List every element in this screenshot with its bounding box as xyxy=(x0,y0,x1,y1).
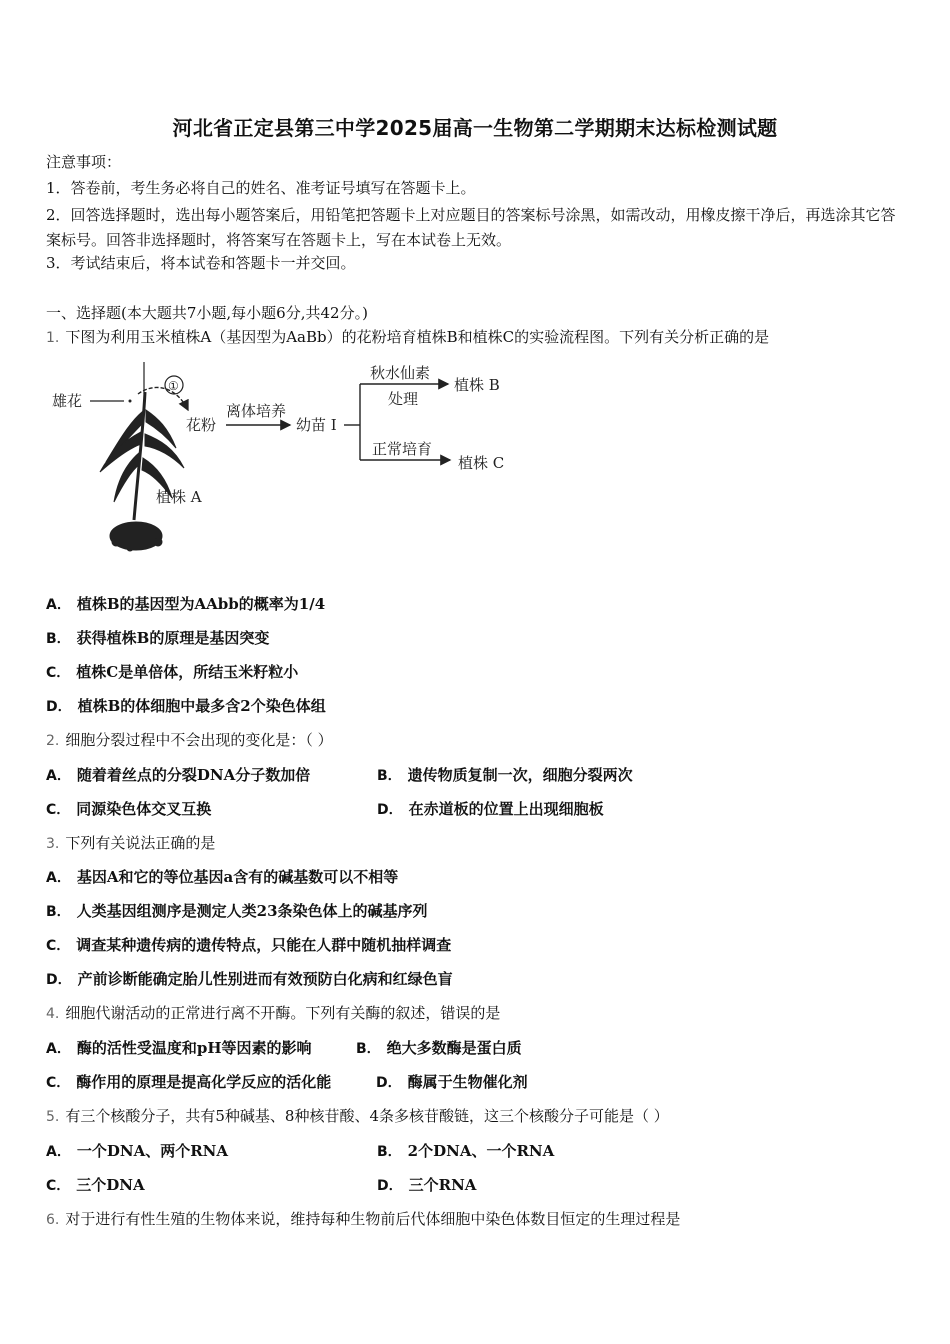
plant-a-label: 植株 A xyxy=(156,488,202,506)
question-text: 下图为利用玉米植株A（基因型为AaBb）的花粉培育植株B和植株C的实验流程图。下列有关分析正确的是 xyxy=(65,328,770,346)
q5-option-a: A． 一个DNA、两个RNA xyxy=(46,1142,229,1160)
q2-option-d: D． 在赤道板的位置上出现细胞板 xyxy=(377,800,604,818)
notice-item-2: 2．回答选择题时，选出每小题答案后，用铅笔把答题卡上对应题目的答案标号涂黑，如需改动，用橡皮擦干净后，再选涂其它答案标号。回答非选择题时，将答案写在答题卡上，写在本试卷上无效。 xyxy=(46,206,896,249)
plant-b-label: 植株 B xyxy=(454,376,500,394)
colchicine-label: 秋水仙素 xyxy=(370,364,431,382)
q2-option-a: A． 随着着丝点的分裂DNA分子数加倍 xyxy=(46,766,311,784)
question-3: 3. 下列有关说法正确的是 xyxy=(46,834,216,852)
q4-option-b: B． 绝大多数酶是蛋白质 xyxy=(356,1039,522,1057)
culture-label: 离体培养 xyxy=(226,402,287,420)
step-label: ① xyxy=(168,379,179,393)
question-6: 6. 对于进行有性生殖的生物体来说，维持每种生物前后代体细胞中染色体数目恒定的生理过程是 xyxy=(46,1210,681,1228)
q3-option-a: A． 基因A和它的等位基因a含有的碱基数可以不相等 xyxy=(46,868,399,886)
question-number: 1. xyxy=(46,330,60,346)
q4-option-c: C． 酶作用的原理是提高化学反应的活化能 xyxy=(46,1073,332,1091)
q3-option-b: B． 人类基因组测序是测定人类23条染色体上的碱基序列 xyxy=(46,902,428,920)
flowchart-figure xyxy=(46,352,526,558)
q4-option-a: A． 酶的活性受温度和pH等因素的影响 xyxy=(46,1039,312,1057)
question-2: 2. 细胞分裂过程中不会出现的变化是：（ ） xyxy=(46,731,333,749)
q2-option-c: C． 同源染色体交叉互换 xyxy=(46,800,212,818)
q1-option-b: B． 获得植株B的原理是基因突变 xyxy=(46,629,270,647)
q3-option-c: C． 调查某种遗传病的遗传特点，只能在人群中随机抽样调查 xyxy=(46,936,452,954)
q2-option-b: B． 遗传物质复制一次，细胞分裂两次 xyxy=(377,766,633,784)
q3-option-d: D． 产前诊断能确定胎儿性别进而有效预防白化病和红绿色盲 xyxy=(46,970,453,988)
question-4: 4. 细胞代谢活动的正常进行离不开酶。下列有关酶的叙述，错误的是 xyxy=(46,1004,501,1022)
normal-culture-label: 正常培育 xyxy=(372,440,433,458)
flowchart-svg xyxy=(46,352,526,558)
pollen-label: 花粉 xyxy=(186,416,217,434)
notice-item-3: 3．考试结束后，将本试卷和答题卡一并交回。 xyxy=(46,254,356,272)
section-heading: 一、选择题(本大题共7小题,每小题6分,共42分。) xyxy=(46,304,368,322)
q1-option-c: C． 植株C是单倍体，所结玉米籽粒小 xyxy=(46,663,299,681)
plant-c-label: 植株 C xyxy=(458,454,505,472)
seedling-label: 幼苗 I xyxy=(296,416,337,434)
notice-heading: 注意事项： xyxy=(46,153,122,171)
male-flower-label: 雄花 xyxy=(52,392,83,410)
notice-item-1: 1．答卷前，考生务必将自己的姓名、准考证号填写在答题卡上。 xyxy=(46,179,476,197)
q1-option-a: A． 植株B的基因型为AAbb的概率为1/4 xyxy=(46,595,326,613)
q5-option-d: D． 三个RNA xyxy=(377,1176,477,1194)
q5-option-b: B． 2个DNA、一个RNA xyxy=(377,1142,555,1160)
page-title: 河北省正定县第三中学2025届高一生物第二学期期末达标检测试题 xyxy=(172,116,778,140)
q5-option-c: C． 三个DNA xyxy=(46,1176,145,1194)
question-1 xyxy=(46,327,769,348)
q4-option-d: D． 酶属于生物催化剂 xyxy=(376,1073,528,1091)
question-5: 5. 有三个核酸分子，共有5种碱基、8种核苷酸、4条多核苷酸链，这三个核酸分子可能是（ ） xyxy=(46,1107,669,1125)
treatment-label: 处理 xyxy=(388,390,419,408)
q1-option-d: D． 植株B的体细胞中最多含2个染色体组 xyxy=(46,697,326,715)
